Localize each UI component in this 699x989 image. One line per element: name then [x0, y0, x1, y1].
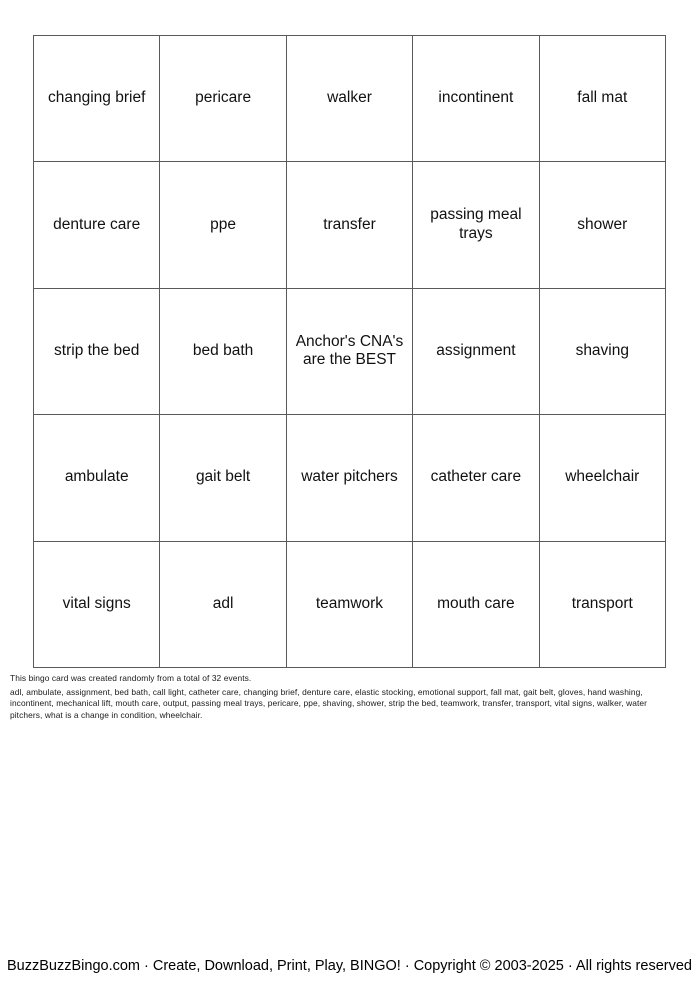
bingo-grid-body: [34, 36, 666, 668]
bingo-cell[interactable]: shaving: [539, 288, 665, 414]
bingo-cell[interactable]: ambulate: [34, 415, 160, 541]
footnote-summary: This bingo card was created randomly from a total of 32 events.: [10, 673, 252, 683]
bingo-cell[interactable]: pericare: [160, 36, 286, 162]
bingo-cell[interactable]: changing brief: [34, 36, 160, 162]
footnote-events-list: adl, ambulate, assignment, bed bath, call light, catheter care, changing brief, denture care, elastic stocking, emotional support, fall mat, gait belt, gloves, hand washing, incontinent, mechanical lift, mouth care, output, passing meal trays, pericare, ppe, shaving, shower, strip the bed, teamwork, transfer, transport, vital signs, walker, water pitchers, what is a change in condition, wheelchair.: [10, 686, 647, 720]
bingo-cell[interactable]: passing meal trays: [413, 162, 539, 288]
bingo-cell[interactable]: teamwork: [286, 541, 412, 667]
bingo-cell[interactable]: incontinent: [413, 36, 539, 162]
bingo-cell[interactable]: shower: [539, 162, 665, 288]
bingo-grid: [33, 35, 666, 668]
bingo-cell[interactable]: transport: [539, 541, 665, 667]
bingo-row: [34, 36, 666, 162]
bingo-cell[interactable]: assignment: [413, 288, 539, 414]
page-footer: [0, 957, 699, 975]
bingo-cell[interactable]: transfer: [286, 162, 412, 288]
bingo-cell[interactable]: adl: [160, 541, 286, 667]
bingo-row: [34, 288, 666, 414]
bingo-cell[interactable]: catheter care: [413, 415, 539, 541]
bingo-cell[interactable]: fall mat: [539, 36, 665, 162]
card-footnote: [10, 673, 680, 721]
bingo-row: [34, 541, 666, 667]
bingo-cell[interactable]: ppe: [160, 162, 286, 288]
bingo-cell[interactable]: water pitchers: [286, 415, 412, 541]
bingo-cell-free-space[interactable]: Anchor's CNA's are the BEST: [286, 288, 412, 414]
bingo-cell[interactable]: denture care: [34, 162, 160, 288]
footer-text: BuzzBuzzBingo.com · Create, Download, Print, Play, BINGO! · Copyright © 2003-2025 · All rights reserved: [7, 958, 692, 974]
bingo-cell[interactable]: wheelchair: [539, 415, 665, 541]
bingo-cell[interactable]: walker: [286, 36, 412, 162]
bingo-cell[interactable]: mouth care: [413, 541, 539, 667]
bingo-cell[interactable]: gait belt: [160, 415, 286, 541]
bingo-row: [34, 415, 666, 541]
bingo-cell[interactable]: strip the bed: [34, 288, 160, 414]
bingo-cell[interactable]: vital signs: [34, 541, 160, 667]
bingo-row: [34, 162, 666, 288]
bingo-cell[interactable]: bed bath: [160, 288, 286, 414]
